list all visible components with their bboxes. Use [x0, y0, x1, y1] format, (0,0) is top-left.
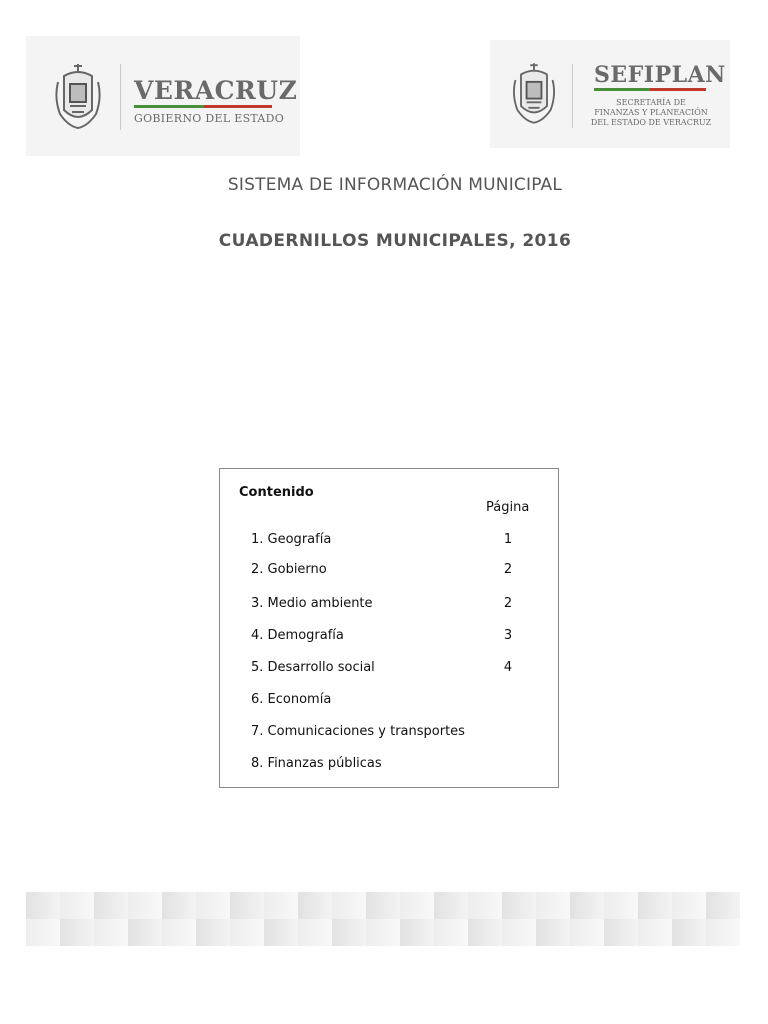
- footer-tile: [26, 892, 60, 919]
- footer-tile: [94, 892, 128, 919]
- red-stripe: [204, 105, 272, 108]
- contents-heading: Contenido: [239, 485, 314, 500]
- veracruz-logo: [26, 36, 300, 156]
- footer-tile: [264, 892, 298, 919]
- toc-page-number: 4: [503, 660, 513, 675]
- footer-tile: [94, 919, 128, 946]
- footer-decoration: [26, 892, 740, 946]
- footer-tile: [400, 892, 434, 919]
- toc-item-economia: 6. Economía: [251, 692, 332, 707]
- footer-tile: [332, 919, 366, 946]
- footer-tile: [128, 892, 162, 919]
- footer-tile: [536, 919, 570, 946]
- footer-tile: [502, 919, 536, 946]
- footer-tile: [706, 892, 740, 919]
- footer-tile: [672, 919, 706, 946]
- toc-item-medio-ambiente: 3. Medio ambiente: [251, 596, 373, 611]
- footer-tile: [162, 919, 196, 946]
- toc-page-number: 2: [503, 562, 513, 577]
- footer-tile: [434, 892, 468, 919]
- footer-tile: [434, 919, 468, 946]
- toc-item-finanzas: 8. Finanzas públicas: [251, 756, 382, 771]
- footer-tile: [706, 919, 740, 946]
- footer-tile: [196, 892, 230, 919]
- footer-tile: [264, 919, 298, 946]
- toc-item-gobierno: 2. Gobierno: [251, 562, 327, 577]
- toc-item-comunicaciones: 7. Comunicaciones y transportes: [251, 724, 465, 739]
- footer-tile: [162, 892, 196, 919]
- footer-tile: [672, 892, 706, 919]
- footer-tile: [502, 892, 536, 919]
- footer-tile: [60, 919, 94, 946]
- footer-tile: [468, 919, 502, 946]
- toc-item-geografia: 1. Geografía: [251, 532, 332, 547]
- page-subtitle: CUADERNILLOS MUNICIPALES, 2016: [218, 231, 572, 251]
- toc-page-number: 2: [503, 596, 513, 611]
- logo-divider: [120, 64, 121, 130]
- toc-item-demografia: 4. Demografía: [251, 628, 344, 643]
- footer-tile: [332, 892, 366, 919]
- page-column-heading: Página: [486, 500, 530, 515]
- logo-divider: [572, 64, 573, 128]
- green-stripe: [594, 88, 650, 91]
- footer-tile: [468, 892, 502, 919]
- footer-tile: [536, 892, 570, 919]
- sefiplan-logo: [490, 40, 730, 148]
- toc-page-number: 1: [503, 532, 513, 547]
- brand-subtitle-line: SECRETARÍA DE: [616, 98, 686, 107]
- toc-page-number: 3: [503, 628, 513, 643]
- footer-tile: [570, 892, 604, 919]
- footer-tile: [366, 919, 400, 946]
- coat-of-arms-icon: [50, 58, 106, 134]
- red-stripe: [650, 88, 706, 91]
- footer-tile: [298, 892, 332, 919]
- footer-tile: [230, 919, 264, 946]
- footer-tile: [230, 892, 264, 919]
- brand-name: SEFIPLAN: [594, 62, 726, 88]
- brand-name: VERACRUZ: [134, 76, 298, 105]
- footer-tile: [60, 892, 94, 919]
- footer-tile: [604, 919, 638, 946]
- footer-tile: [604, 892, 638, 919]
- brand-subtitle-line: FINANZAS Y PLANEACIÓN: [594, 108, 708, 117]
- page-title: SISTEMA DE INFORMACIÓN MUNICIPAL: [227, 175, 563, 195]
- footer-tile: [638, 892, 672, 919]
- footer-tile: [298, 919, 332, 946]
- footer-tile: [128, 919, 162, 946]
- green-stripe: [134, 105, 204, 108]
- brand-subtitle-line: DEL ESTADO DE VERACRUZ: [590, 118, 712, 127]
- footer-tile: [400, 919, 434, 946]
- table-of-contents: [219, 468, 559, 788]
- footer-tile: [570, 919, 604, 946]
- brand-subtitle: GOBIERNO DEL ESTADO: [134, 112, 285, 125]
- toc-item-desarrollo-social: 5. Desarrollo social: [251, 660, 375, 675]
- coat-of-arms-icon: [508, 56, 560, 130]
- footer-tile: [196, 919, 230, 946]
- footer-tile: [366, 892, 400, 919]
- footer-tile: [638, 919, 672, 946]
- footer-tile: [26, 919, 60, 946]
